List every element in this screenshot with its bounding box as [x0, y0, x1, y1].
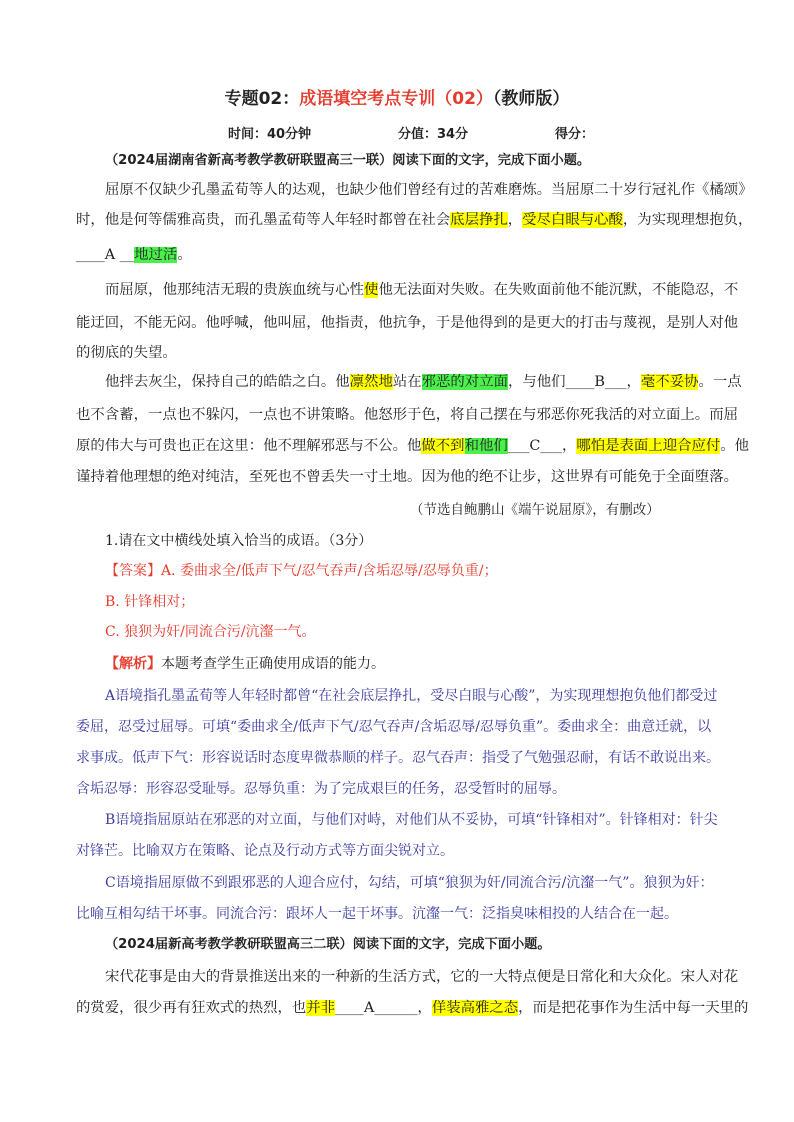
text: A. 委曲求全/低声下气/忍气吞声/含垢忍辱/忍辱负重/；	[161, 563, 498, 579]
page-title	[0, 84, 794, 109]
title-prefix: 专题02：	[224, 89, 300, 109]
analysis-line: A语境指孔墨孟荀等人年轻时都曾“在社会底层挣扎，受尽白眼与心酸”，为实现理想抱负他们都受过	[105, 688, 718, 704]
analysis-line: B语境指屈原站在邪恶的对立面，与他们对峙，对他们从不妥协，可填“针锋相对”。针锋相对：针尖	[105, 812, 718, 828]
passage1-line	[76, 245, 192, 265]
passage2-line	[76, 998, 748, 1018]
text: ，	[507, 212, 523, 228]
text: 。一点	[698, 374, 742, 390]
highlight: 佯装高雅之态	[431, 1000, 519, 1016]
answer-c: C. 狼狈为奸/同流合污/沆瀣一气。	[105, 624, 316, 640]
text: 而屈原，他那纯洁无瑕的贵族血统与心性	[105, 282, 365, 298]
text: 。	[177, 247, 192, 263]
text: 站在	[392, 374, 422, 390]
analysis-line: 委屈，忍受过屈辱。可填“委曲求全/低声下气/忍气吞声/含垢忍辱/忍辱负重”。委曲求全：曲意迁就，以	[76, 719, 712, 735]
highlight: 做不到	[421, 438, 465, 454]
title-main: 成语填空考点专训（02）	[299, 89, 493, 109]
passage1-line	[105, 372, 742, 392]
passage1-line	[76, 210, 752, 230]
text: ，而是把花事作为生活中每一天里的	[518, 1000, 749, 1016]
title-suffix: （教师版）	[492, 89, 570, 109]
answer-b: B. 针锋相对；	[105, 594, 195, 610]
passage1-line: 屈原不仅缺少孔墨孟荀等人的达观，也缺少他们曾经有过的苦难磨炼。当屈原二十岁行冠礼作《橘颂》	[105, 182, 753, 198]
text: 时，他是何等儒雅高贵，而孔墨孟荀等人年轻时都曾在社会	[76, 212, 451, 228]
analysis-line: 对锋芒。比喻双方在策略、论点及行动方式等方面尖锐对立。	[76, 843, 454, 859]
text: ，为实现理想抱负，	[622, 212, 753, 228]
blank-b: ，与他们____B___，	[508, 374, 641, 390]
blank-a: ____A______，	[335, 1000, 432, 1016]
citation: （节选自鲍鹏山《端午说屈原》，有删改）	[410, 502, 660, 518]
analysis-line: 比喻互相勾结干坏事。同流合污：跟坏人一起干坏事。沆瀣一气：泛指臭味相投的人结合在一起。	[76, 906, 678, 922]
passage1-line: 能迂回，不能无闷。他呼喊，他叫屈，他指责，他抗争，于是他得到的是更大的打击与蔑视，是别人对他	[76, 315, 738, 331]
highlight: 毫不妥协	[640, 374, 699, 390]
highlight: 邪恶的对立面	[421, 374, 508, 390]
text: 他拌去灰尘，保持自己的皓皓之白。他	[105, 374, 350, 390]
blank-a: ____A __	[76, 247, 135, 263]
highlight: 使	[364, 282, 379, 298]
analysis-line: C语境指屈原做不到跟邪恶的人迎合应付，勾结，可填“狼狈为奸/同流合污/沆瀣一气”。狼狈为奸：	[105, 875, 714, 891]
answer-tag: 【答案】	[105, 563, 161, 579]
highlight: 受尽白眼与心酸	[522, 212, 623, 228]
blank-c: ___C___，	[507, 438, 577, 454]
score-label: 分值：34分	[398, 127, 469, 142]
highlight: 凛然地	[349, 374, 393, 390]
question-1: 1.请在文中横线处填入恰当的成语。（3分）	[105, 533, 373, 549]
passage1-line	[76, 436, 749, 456]
text: 。他	[720, 438, 750, 454]
passage1-line	[105, 280, 738, 300]
text: 本题考查学生正确使用成语的能力。	[161, 656, 385, 672]
text: 的赏爱，很少再有狂欢式的热烈，也	[76, 1000, 307, 1016]
highlight: 哪怕是表面上迎合应付	[576, 438, 721, 454]
text: 原的伟大与可贵也正在这里：他不理解邪恶与不公。他	[76, 438, 422, 454]
highlight: 地过活	[134, 247, 178, 263]
analysis-line: 求事成。低声下气：形容说话时态度卑微恭顺的样子。忍气吞声：指受了气勉强忍耐，有话不敢说出来。	[76, 750, 720, 766]
passage1-source: （2024届湖南省新高考教学教研联盟高三一联）阅读下面的文字，完成下面小题。	[105, 153, 591, 168]
highlight: 底层挣扎	[450, 212, 508, 228]
got-label: 得分：	[555, 127, 595, 142]
passage1-line: 的彻底的失望。	[76, 345, 177, 361]
time-label: 时间：40分钟	[228, 127, 312, 142]
passage1-line: 谨持着他理想的绝对纯洁，至死也不曾丢失一寸土地。因为他的绝不让步，这世界有可能免于全面堕落。	[76, 469, 738, 485]
passage2-source: （2024届新高考教学教研联盟高三二联）阅读下面的文字，完成下面小题。	[105, 937, 551, 952]
highlight: 和他们	[464, 438, 508, 454]
passage1-line: 也不含蓄，一点也不躲闪，一点也不讲策略。他怒形于色，将自己摆在与邪恶你死我活的对立面上。而屈	[76, 407, 738, 423]
analysis-line: 含垢忍辱：形容忍受耻辱。忍辱负重：为了完成艰巨的任务，忍受暂时的屈辱。	[76, 781, 566, 797]
analysis-tag: 【解析】	[105, 656, 161, 672]
answer-a	[105, 561, 498, 581]
highlight: 并非	[306, 1000, 336, 1016]
analysis-intro	[105, 654, 385, 674]
passage2-line: 宋代花事是由大的背景推送出来的一种新的生活方式，它的一大特点便是日常化和大众化。宋人对花	[105, 969, 739, 985]
text: 他无法面对失败。在失败面前他不能沉默，不能隐忍，不	[378, 282, 739, 298]
